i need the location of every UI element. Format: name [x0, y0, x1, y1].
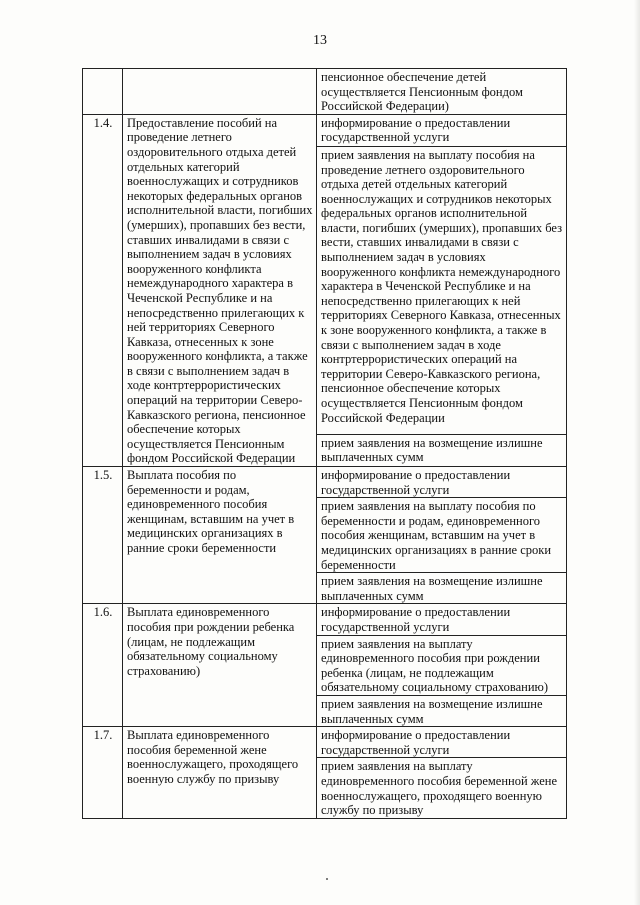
subservice-cell: информирование о предоставлении государственной услуги [317, 114, 567, 146]
table-row [83, 69, 567, 115]
subservice-cell: прием заявления на выплату пособия по беременности и родам, единовременного пособия женщинам, вставшим на учет в медицинских организациях в ранние сроки беременности [317, 498, 567, 573]
row-number-cell: 1.5. [83, 467, 123, 604]
table-row [83, 114, 567, 146]
subservice-cell: прием заявления на возмещение излишне выплаченных сумм [317, 434, 567, 466]
subservice-cell: информирование о предоставлении государственной услуги [317, 604, 567, 635]
subservice-cell: информирование о предоставлении государственной услуги [317, 467, 567, 498]
subservice-cell: прием заявления на возмещение излишне выплаченных сумм [317, 695, 567, 726]
subservice-cell: прием заявления на возмещение излишне выплаченных сумм [317, 573, 567, 604]
subservice-cell: прием заявления на выплату единовременного пособия беременной жене военнослужащего, проходящего военную службу по призыву [317, 758, 567, 818]
table-row [83, 727, 567, 758]
subservice-cell: информирование о предоставлении государственной услуги [317, 727, 567, 758]
service-name-cell: Выплата единовременного пособия беременной жене военнослужащего, проходящего военную службу по призыву [123, 727, 317, 819]
services-table-body [83, 69, 567, 819]
scan-speck [326, 878, 328, 880]
service-name-cell: Предоставление пособий на проведение летнего оздоровительного отдыха детей отдельных категорий военнослужащих и сотрудников некоторых федеральных органов исполнительной власти, погибших (умерших), пропавших без вести, ставших инвалидами в связи с выполнением задач в условиях вооруженного конфликта немеждународного характера в Чеченской Республике и на непосредственно прилегающих к ней территориях Северного Кавказа, отнесенных к зоне вооруженного конфликта, а также в связи с выполнением задач в ходе контртеррористических операций на территории Северо-Кавказского региона, пенсионное обеспечение которых осуществляется Пенсионным фондом Российской Федерации [123, 114, 317, 466]
service-name-cell: Выплата пособия по беременности и родам, единовременного пособия женщинам, вставшим на учет в медицинских организациях в ранние сроки беременности [123, 467, 317, 604]
service-name-cell [123, 69, 317, 115]
row-number-cell [83, 69, 123, 115]
table-row [83, 604, 567, 635]
service-name-cell: Выплата единовременного пособия при рождении ребенка (лицам, не подлежащим обязательному социальному страхованию) [123, 604, 317, 727]
row-number-cell: 1.4. [83, 114, 123, 466]
services-table [82, 68, 567, 819]
subservice-cell: прием заявления на выплату пособия на проведение летнего оздоровительного отдыха детей отдельных категорий военнослужащих и сотрудников некоторых федеральных органов исполнительной власти, погибших (умерших), пропавших без вести, ставших инвалидами в связи с выполнением задач в условиях вооруженного конфликта немеждународного характера в Чеченской Республике и на непосредственно прилегающих к ней территориях Северного Кавказа, отнесенных к зоне вооруженного конфликта, а также в связи с выполнением задач в ходе контртеррористических операций на территории Северо-Кавказского региона, пенсионное обеспечение которых осуществляется Пенсионным фондом Российской Федерации [317, 146, 567, 434]
row-number-cell: 1.7. [83, 727, 123, 819]
table-row [83, 467, 567, 498]
scan-edge-shadow [634, 0, 640, 905]
subservice-cell: прием заявления на выплату единовременного пособия при рождении ребенка (лицам, не подлежащим обязательному социальному страхованию) [317, 635, 567, 695]
subservice-cell: пенсионное обеспечение детей осуществляется Пенсионным фондом Российской Федерации) [317, 69, 567, 115]
page-number: 13 [313, 33, 327, 48]
row-number-cell: 1.6. [83, 604, 123, 727]
